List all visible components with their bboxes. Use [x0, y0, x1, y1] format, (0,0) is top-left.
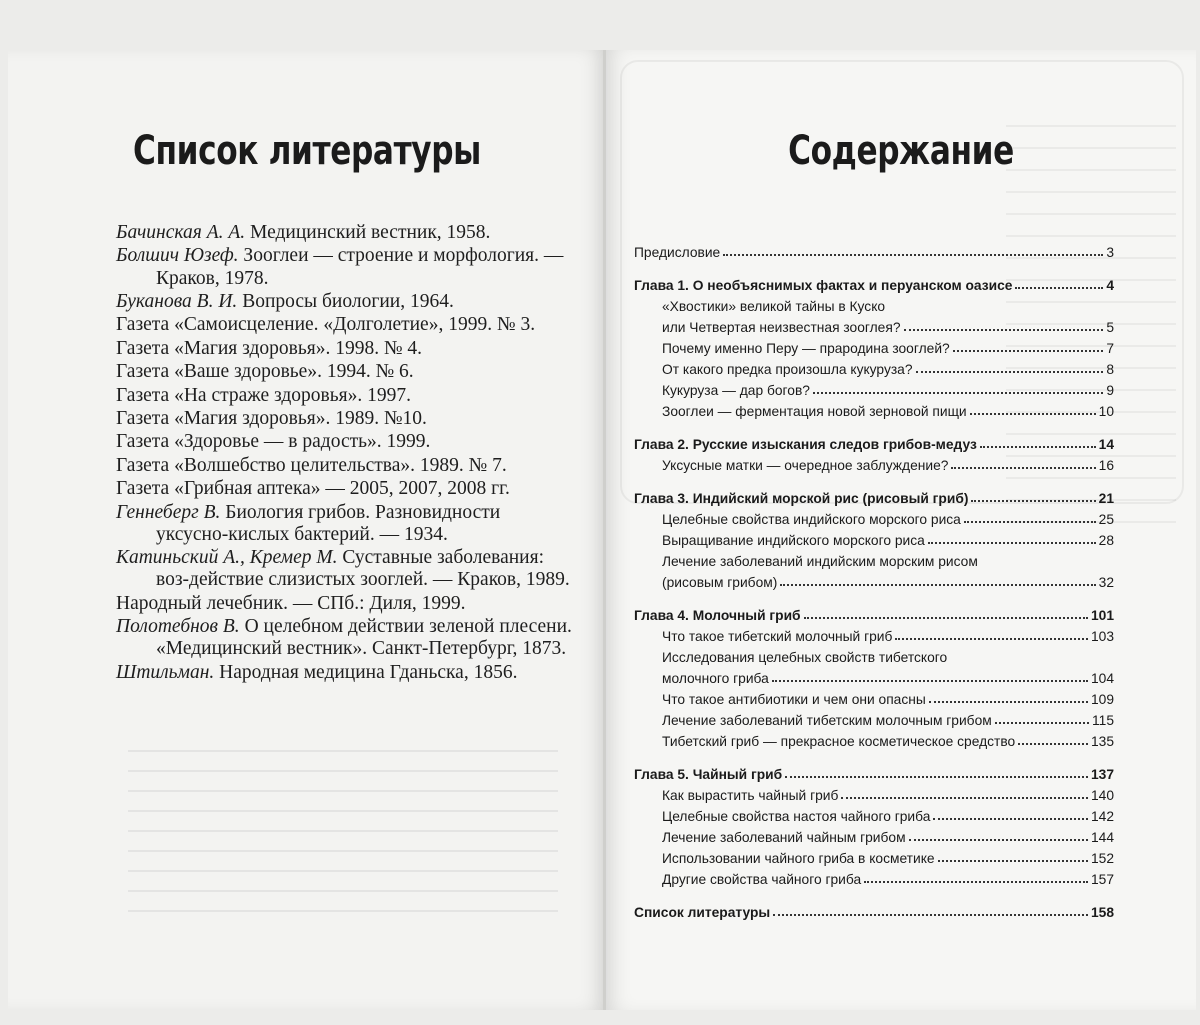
toc-label: Кукуруза — дар богов?	[662, 383, 810, 398]
toc-page-number: 28	[1098, 533, 1114, 548]
toc-page-number: 144	[1090, 830, 1114, 845]
toc-entry	[634, 666, 1114, 687]
toc-gap	[634, 591, 1114, 603]
toc-entry-line: «Хвостики» великой тайны в Куско	[662, 299, 886, 314]
toc-label: молочного гриба	[662, 671, 769, 686]
toc-page-number: 21	[1098, 491, 1114, 506]
toc-label: Выращивание индийского морского риса	[662, 533, 925, 548]
reference-entry	[116, 408, 576, 430]
reference-entry	[116, 291, 576, 313]
toc-label: Использовании чайного гриба в косметике	[662, 851, 935, 866]
toc-label: Лечение заболеваний чайным грибом	[662, 830, 906, 845]
toc-page-number: 25	[1098, 512, 1114, 527]
toc-label: Глава 2. Русские изыскания следов грибов-медуз	[634, 437, 977, 452]
toc-label: Целебные свойства индийского морского риса	[662, 512, 961, 527]
toc-entry	[634, 846, 1114, 867]
toc-entry	[634, 624, 1114, 645]
toc-page-number: 103	[1090, 629, 1114, 644]
toc-label: Почему именно Перу — прародина зооглей?	[662, 341, 950, 356]
toc-page-number: 7	[1106, 341, 1114, 356]
toc-leader-dots	[895, 638, 1088, 640]
toc-page-number: 14	[1098, 437, 1114, 452]
reference-author: Катиньский А., Кремер М.	[116, 547, 338, 569]
toc-leader-dots	[909, 839, 1088, 841]
reference-author: Бачинская А. А.	[116, 222, 246, 243]
toc-entry	[634, 783, 1114, 804]
toc-entry	[634, 570, 1114, 591]
toc-leader-dots	[804, 617, 1088, 619]
toc-leader-dots	[938, 860, 1088, 862]
reference-author: Штильман.	[116, 661, 215, 683]
toc-label: Список литературы	[634, 905, 771, 920]
toc-entry-line: Исследования целебных свойств тибетского	[662, 650, 948, 665]
toc-label: Глава 1. О необъяснимых фактах и перуанском оазисе	[634, 278, 1013, 293]
toc-page-number: 158	[1090, 905, 1114, 920]
toc-entry-line: Лечение заболеваний индийским морским рисом	[662, 554, 978, 569]
toc-label: Что такое тибетский молочный гриб	[662, 629, 893, 644]
reference-entry	[116, 338, 576, 360]
reference-entry	[116, 455, 576, 477]
bleed-through-text	[128, 750, 558, 930]
toc-page-number: 32	[1098, 575, 1114, 590]
toc-leader-dots	[780, 584, 1095, 586]
toc-page-number: 109	[1090, 692, 1114, 707]
toc-leader-dots	[964, 521, 1096, 523]
reference-text: Газета «На страже здоровья». 1997.	[116, 384, 411, 406]
toc-leader-dots	[772, 680, 1088, 682]
toc-page-number: 16	[1098, 458, 1114, 473]
reference-author: Буканова В. И.	[116, 290, 238, 312]
toc-label: Глава 3. Индийский морской рис (рисовый гриб)	[634, 491, 969, 506]
toc-entry	[634, 825, 1114, 846]
toc-label: Целебные свойства настоя чайного гриба	[662, 809, 931, 824]
toc-entry	[634, 804, 1114, 825]
toc-gap	[634, 888, 1114, 900]
toc-page-number: 104	[1090, 671, 1114, 686]
left-page	[8, 50, 606, 1010]
toc-page-number: 142	[1090, 809, 1114, 824]
reference-text: Газета «Волшебство целительства». 1989. № 7.	[116, 454, 507, 476]
reference-entry	[116, 431, 576, 453]
bleed-through-frame	[620, 60, 1184, 504]
toc-page-number: 101	[1090, 608, 1114, 623]
toc-label: Уксусные матки — очередное заблуждение?	[662, 458, 949, 473]
reference-author: Геннеберг В.	[116, 501, 221, 523]
reference-entry	[116, 502, 576, 546]
toc-chapter	[634, 900, 1114, 921]
reference-text: Газета «Ваше здоровье». 1994. № 6.	[116, 361, 414, 383]
reference-text: Газета «Магия здоровья». 1998. № 4.	[116, 337, 423, 359]
toc-page-number: 5	[1106, 320, 1114, 335]
reference-text: Медицинский вестник, 1958.	[245, 222, 491, 243]
toc-entry	[634, 507, 1114, 528]
toc-page-number: 157	[1090, 872, 1114, 887]
toc-leader-dots	[785, 776, 1088, 778]
reference-entry	[116, 385, 576, 407]
toc-label: или Четвертая неизвестная зооглея?	[662, 320, 901, 335]
reference-author: Болшич Юзеф.	[116, 245, 239, 267]
toc-page-number: 10	[1098, 404, 1114, 419]
toc-label: Предисловие	[634, 245, 721, 260]
toc-label: (рисовым грибом)	[662, 575, 778, 590]
reference-text: Газета «Грибная аптека» — 2005, 2007, 2008 гг.	[116, 478, 510, 500]
toc-page-number: 3	[1106, 245, 1114, 260]
references-list	[116, 222, 576, 685]
reference-text: Зооглеи — строение и морфология. — Краков, 1978.	[156, 245, 564, 289]
toc-entry	[634, 867, 1114, 888]
reference-text: Газета «Самоисцеление. «Долголетие», 1999. № 3.	[116, 314, 536, 336]
toc-page-number: 9	[1106, 383, 1114, 398]
reference-text: Суставные заболевания: воз-действие слизистых зооглей. — Краков, 1989.	[156, 547, 570, 591]
toc-page-number: 140	[1090, 788, 1114, 803]
toc-label: Глава 5. Чайный гриб	[634, 767, 783, 782]
toc-leader-dots	[929, 701, 1088, 703]
reference-text: О целебном действии зеленой плесени. «Медицинский вестник». Санкт-Петербург, 1873.	[156, 616, 572, 660]
reference-entry	[116, 222, 576, 244]
toc-leader-dots	[773, 914, 1088, 916]
toc-page-number: 115	[1092, 713, 1114, 728]
reference-entry	[116, 662, 576, 684]
toc-entry	[634, 729, 1114, 750]
reference-entry	[116, 547, 576, 591]
reference-text: Вопросы биологии, 1964.	[237, 290, 454, 312]
toc-label: Глава 4. Молочный гриб	[634, 608, 801, 623]
toc-page-number: 135	[1090, 734, 1114, 749]
reference-entry	[116, 361, 576, 383]
reference-entry	[116, 593, 576, 615]
references-title: Список литературы	[133, 128, 481, 174]
reference-author: Полотебнов В.	[116, 616, 240, 638]
toc-label: Другие свойства чайного гриба	[662, 872, 862, 887]
toc-page-number: 137	[1090, 767, 1114, 782]
toc-leader-dots	[864, 881, 1088, 883]
toc-leader-dots	[1018, 743, 1088, 745]
reference-entry	[116, 245, 576, 289]
reference-entry	[116, 478, 576, 500]
toc-label: Что такое антибиотики и чем они опасны	[662, 692, 926, 707]
toc-label: Лечение заболеваний тибетским молочным грибом	[662, 713, 992, 728]
reference-text: Газета «Магия здоровья». 1989. №10.	[116, 407, 427, 429]
toc-label: Зооглеи — ферментация новой зерновой пищи	[662, 404, 967, 419]
reference-entry	[116, 616, 576, 660]
toc-leader-dots	[995, 722, 1089, 724]
toc-page-number: 4	[1106, 278, 1114, 293]
toc-gap	[634, 750, 1114, 762]
toc-entry	[634, 528, 1114, 549]
reference-entry	[116, 314, 576, 336]
toc-label: Тибетский гриб — прекрасное косметическое средство	[662, 734, 1016, 749]
reference-text: Биология грибов. Разновидности уксусно-кислых бактерий. — 1934.	[156, 501, 501, 545]
toc-chapter	[634, 603, 1114, 624]
toc-label: От какого предка произошла кукуруза?	[662, 362, 913, 377]
toc-chapter	[634, 762, 1114, 783]
reference-text: Газета «Здоровье — в радость». 1999.	[116, 431, 431, 453]
toc-leader-dots	[928, 542, 1096, 544]
toc-page-number: 152	[1090, 851, 1114, 866]
toc-page-number: 8	[1106, 362, 1114, 377]
toc-leader-dots	[841, 797, 1088, 799]
toc-leader-dots	[933, 818, 1088, 820]
toc-entry	[634, 687, 1114, 708]
reference-text: Народная медицина Гданьска, 1856.	[214, 661, 518, 683]
toc-label: Как вырастить чайный гриб	[662, 788, 839, 803]
contents-title: Содержание	[788, 128, 1014, 174]
toc-entry	[634, 708, 1114, 729]
reference-text: Народный лечебник. — СПб.: Диля, 1999.	[116, 592, 466, 614]
